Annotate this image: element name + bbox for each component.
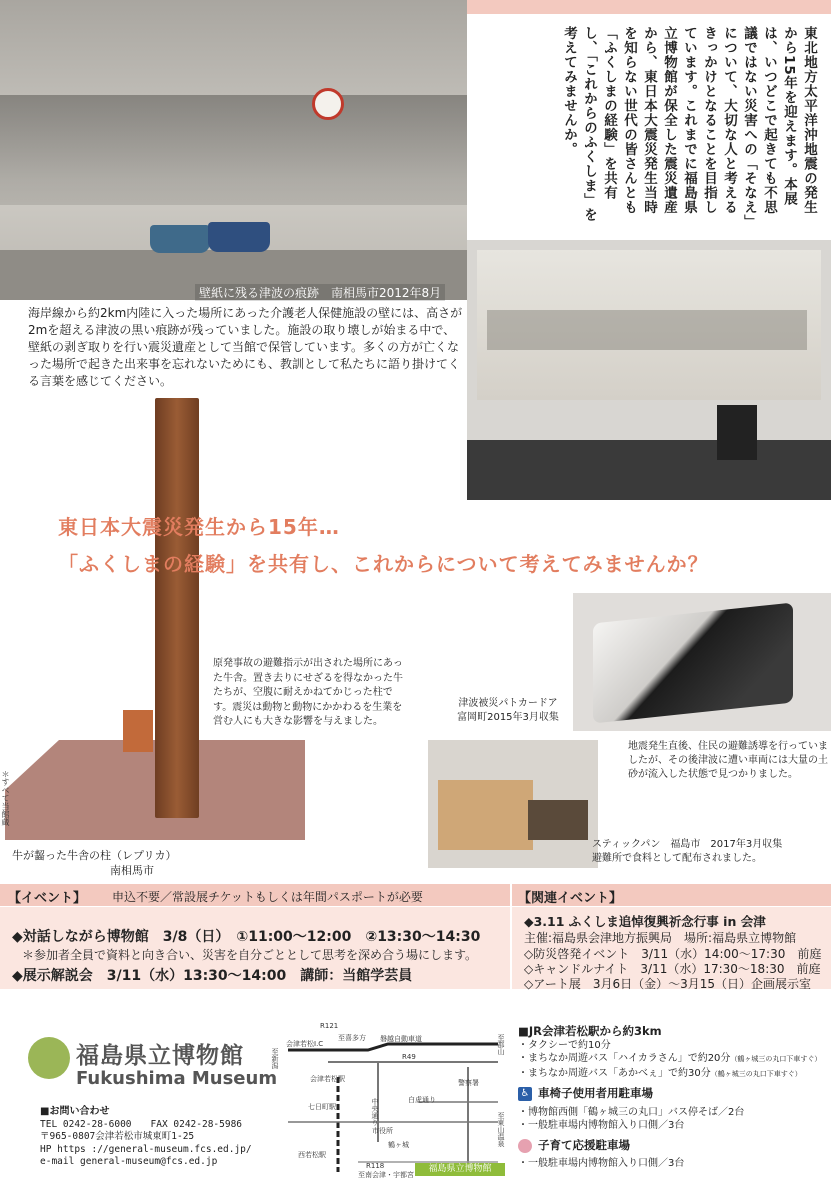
wheelchair-parking-2: ・一般駐車場内博物館入り口側／3台 — [518, 1120, 685, 1131]
child-parking — [518, 1139, 828, 1154]
map-label: R118 — [366, 1162, 385, 1170]
map-label: 鶴ヶ城 — [388, 1141, 409, 1149]
access-taxi: ・タクシーで約10分 — [518, 1039, 611, 1051]
wall-description: 海岸線から約2km内陸に入った場所にあった介護老人保健施設の壁には、高さが2mを超える津波の黒い痕跡が残っていました。施設の取り壊しが始まる中で、壁紙の剥ぎ取りを行い震災遺産として当館で保管しています。多くの方が亡くなった場所で起きた出来事を忘れないためにも、教訓として私たちに語り掛けてくる言葉を感じてください。 — [28, 306, 463, 388]
contact-email[interactable]: e-mail general-museum@fcs.ed.jp — [40, 1156, 218, 1167]
map-label: 至新潟 — [271, 1048, 279, 1069]
access-info — [518, 1025, 828, 1171]
access-bus1-note: （鶴ヶ城三の丸口下車すぐ） — [730, 1055, 822, 1063]
pillar-caption-place: 南相馬市 — [110, 864, 154, 877]
access-bus2-note: （鶴ヶ城三の丸口下車すぐ） — [710, 1069, 802, 1078]
child-parking-1: ・一般駐車場内博物館入り口側／3台 — [518, 1158, 685, 1169]
contact-block — [40, 1106, 252, 1169]
contact-address: 〒965-0807会津若松市城東町1-25 — [40, 1131, 195, 1142]
exhibit-photo — [467, 240, 831, 500]
headline-2: 「ふくしまの経験」を共有し、これからについて考えてみませんか？ — [58, 552, 709, 576]
map-label: R49 — [402, 1053, 416, 1061]
patrol-door-photo — [573, 593, 831, 731]
bread-caption-title: スティックパン 福島市 2017年3月収集 — [592, 839, 783, 850]
map-label: 至喜多方 — [338, 1034, 366, 1042]
door-description: 地震発生直後、住民の避難誘導を行っていましたが、その後津波に遭い車両には大量の土砂が流入した状態で見つかりました。 — [628, 741, 828, 780]
child-parking-title: 子育て応援駐車場 — [538, 1137, 630, 1152]
floor — [467, 440, 831, 500]
museum-name-en: Fukushima Museum — [76, 1068, 278, 1089]
bread-caption-text: 避難所で食料として配布されました。 — [592, 853, 762, 864]
contact-hp[interactable]: HP https ://general-museum.fcs.ed.jp/ — [40, 1143, 252, 1155]
clock-icon — [312, 88, 344, 120]
map-label: 中央通り — [371, 1098, 379, 1126]
access-bus1 — [518, 1052, 828, 1067]
child-parking-icon — [518, 1139, 532, 1153]
headline-1: 東日本大震災発生から15年… — [58, 515, 340, 539]
map-label: 警察署 — [458, 1079, 479, 1087]
wheelchair-icon: ♿ — [518, 1087, 532, 1101]
wheelchair-parking-title: 車椅子使用者用駐車場 — [538, 1086, 653, 1100]
museum-name-jp: 福島県立博物館 — [76, 1043, 244, 1069]
access-map — [268, 1022, 508, 1177]
feed-box — [123, 710, 153, 752]
map-label: 白虎通り — [408, 1096, 436, 1104]
pillar-caption — [12, 848, 177, 878]
map-museum-marker: 福島県立博物館 — [415, 1163, 505, 1176]
event-title: 【イベント】 — [8, 891, 87, 906]
cow-description: 原発事故の避難指示が出された場所にあった牛舎。置き去りにせざるを得なかった牛たちが、空腹に耐えかねてかじった柱です。震災は動物と動物にかかわるを生業を営む人にも大きな影響を与えました。 — [213, 658, 403, 727]
intro-accent-strip — [467, 0, 831, 14]
door-caption-title: 津波被災パトカードア — [458, 698, 558, 709]
contact-tel: TEL 0242-28-6000 FAX 0242-28-5986 — [40, 1118, 243, 1130]
related-line-1: ◆3.11 ふくしま追悼復興祈念行事 in 会津 — [524, 914, 766, 929]
access-bus2 — [518, 1067, 828, 1082]
event-dialogue: ◆対話しながら博物館 3/8（日） ①11:00～12:00 ②13:30～14:30 — [12, 929, 481, 945]
map-label: 至郡山 — [497, 1034, 505, 1055]
door-shape — [593, 602, 793, 723]
related-title: 【関連イベント】 — [518, 891, 623, 906]
map-label: 磐越自動車道 — [380, 1035, 422, 1043]
event-dialogue-note: ＊参加者全員で資料と向き合い、災害を自分ごととして思考を深め合う場にします。 — [22, 948, 478, 962]
tsunami-trace — [0, 95, 467, 205]
access-bus1-text: ・まちなか周遊バス「ハイカラさん」で約20分 — [518, 1053, 731, 1064]
stick-bread-photo — [428, 740, 598, 868]
bread-caption — [592, 838, 828, 866]
map-label: 会津若松I.C — [286, 1040, 324, 1048]
related-line-5: ◇アート展 3月6日（金）～3月15（日）企画展示室 — [524, 977, 812, 991]
related-line-3: ◇防災啓発イベント 3/11（水）14:00～17:30 前庭 — [524, 947, 822, 961]
info-sign — [717, 405, 757, 460]
tsunami-wall-photo — [0, 0, 467, 300]
door-caption-date: 富岡町2015年3月収集 — [457, 712, 559, 723]
map-label: 至東山温泉 — [497, 1112, 505, 1147]
wheelchair-parking — [518, 1087, 828, 1102]
map-label: 七日町駅 — [308, 1103, 336, 1111]
cardboard-box — [438, 780, 533, 850]
museum-logo-icon — [28, 1037, 70, 1079]
map-label: 会津若松駅 — [310, 1075, 345, 1083]
wheelchair-parking-1: ・博物館西側「鶴ヶ城三の丸口」バス停そば／2台 — [518, 1106, 745, 1118]
access-bus2-text: ・まちなか周遊バス「あかべぇ」で約30分 — [518, 1067, 711, 1079]
map-label: 至南会津・宇都宮 — [358, 1171, 414, 1179]
cow-pillar-photo — [155, 398, 199, 818]
contact-heading: ■お問い合わせ — [40, 1106, 110, 1117]
pillar-caption-title: 牛が齧った牛舎の柱（レプリカ） — [12, 849, 177, 862]
event-gallery-talk: ◆展示解説会 3/11（水）13:30～14:00 講師：当館学芸員 — [12, 968, 413, 984]
collection-note: ＊すべて当館蔵 — [1, 770, 10, 826]
bread-packs — [528, 800, 588, 840]
related-line-4: ◇キャンドルナイト 3/11（水）17:30～18:30 前庭 — [524, 962, 821, 976]
wheelbarrow — [150, 225, 210, 253]
event-note: 申込不要／常設展チケットもしくは年間パスポートが必要 — [112, 890, 423, 904]
map-label: 西若松駅 — [298, 1151, 326, 1159]
access-train: ■JR会津若松駅から約3km — [518, 1024, 662, 1038]
wheelbarrow — [208, 222, 270, 252]
related-line-2: 主催:福島県会津地方振興局 場所:福島県立博物館 — [524, 931, 797, 945]
map-label: 市役所 — [372, 1127, 393, 1135]
wall-photo-caption: 壁紙に残る津波の痕跡 南相馬市2012年8月 — [195, 284, 445, 301]
door-caption — [448, 697, 568, 725]
map-label: R121 — [320, 1022, 339, 1030]
intro-text: 東北地方太平洋沖地震の発生から15年を迎えます。本展は、いつどこで起きても不思議ではない災害への「そなえ」について、大切な人と考えるきっかけとなることを目指しています。これまでに福島県立博物館が保全した震災遺産から、東日本大震災発生当時を知らない世代の皆さんとも「ふくしまの経験」を共有し、「これからのふくしま」を考えてみませんか。 — [561, 26, 817, 223]
tsunami-trace — [487, 310, 807, 350]
